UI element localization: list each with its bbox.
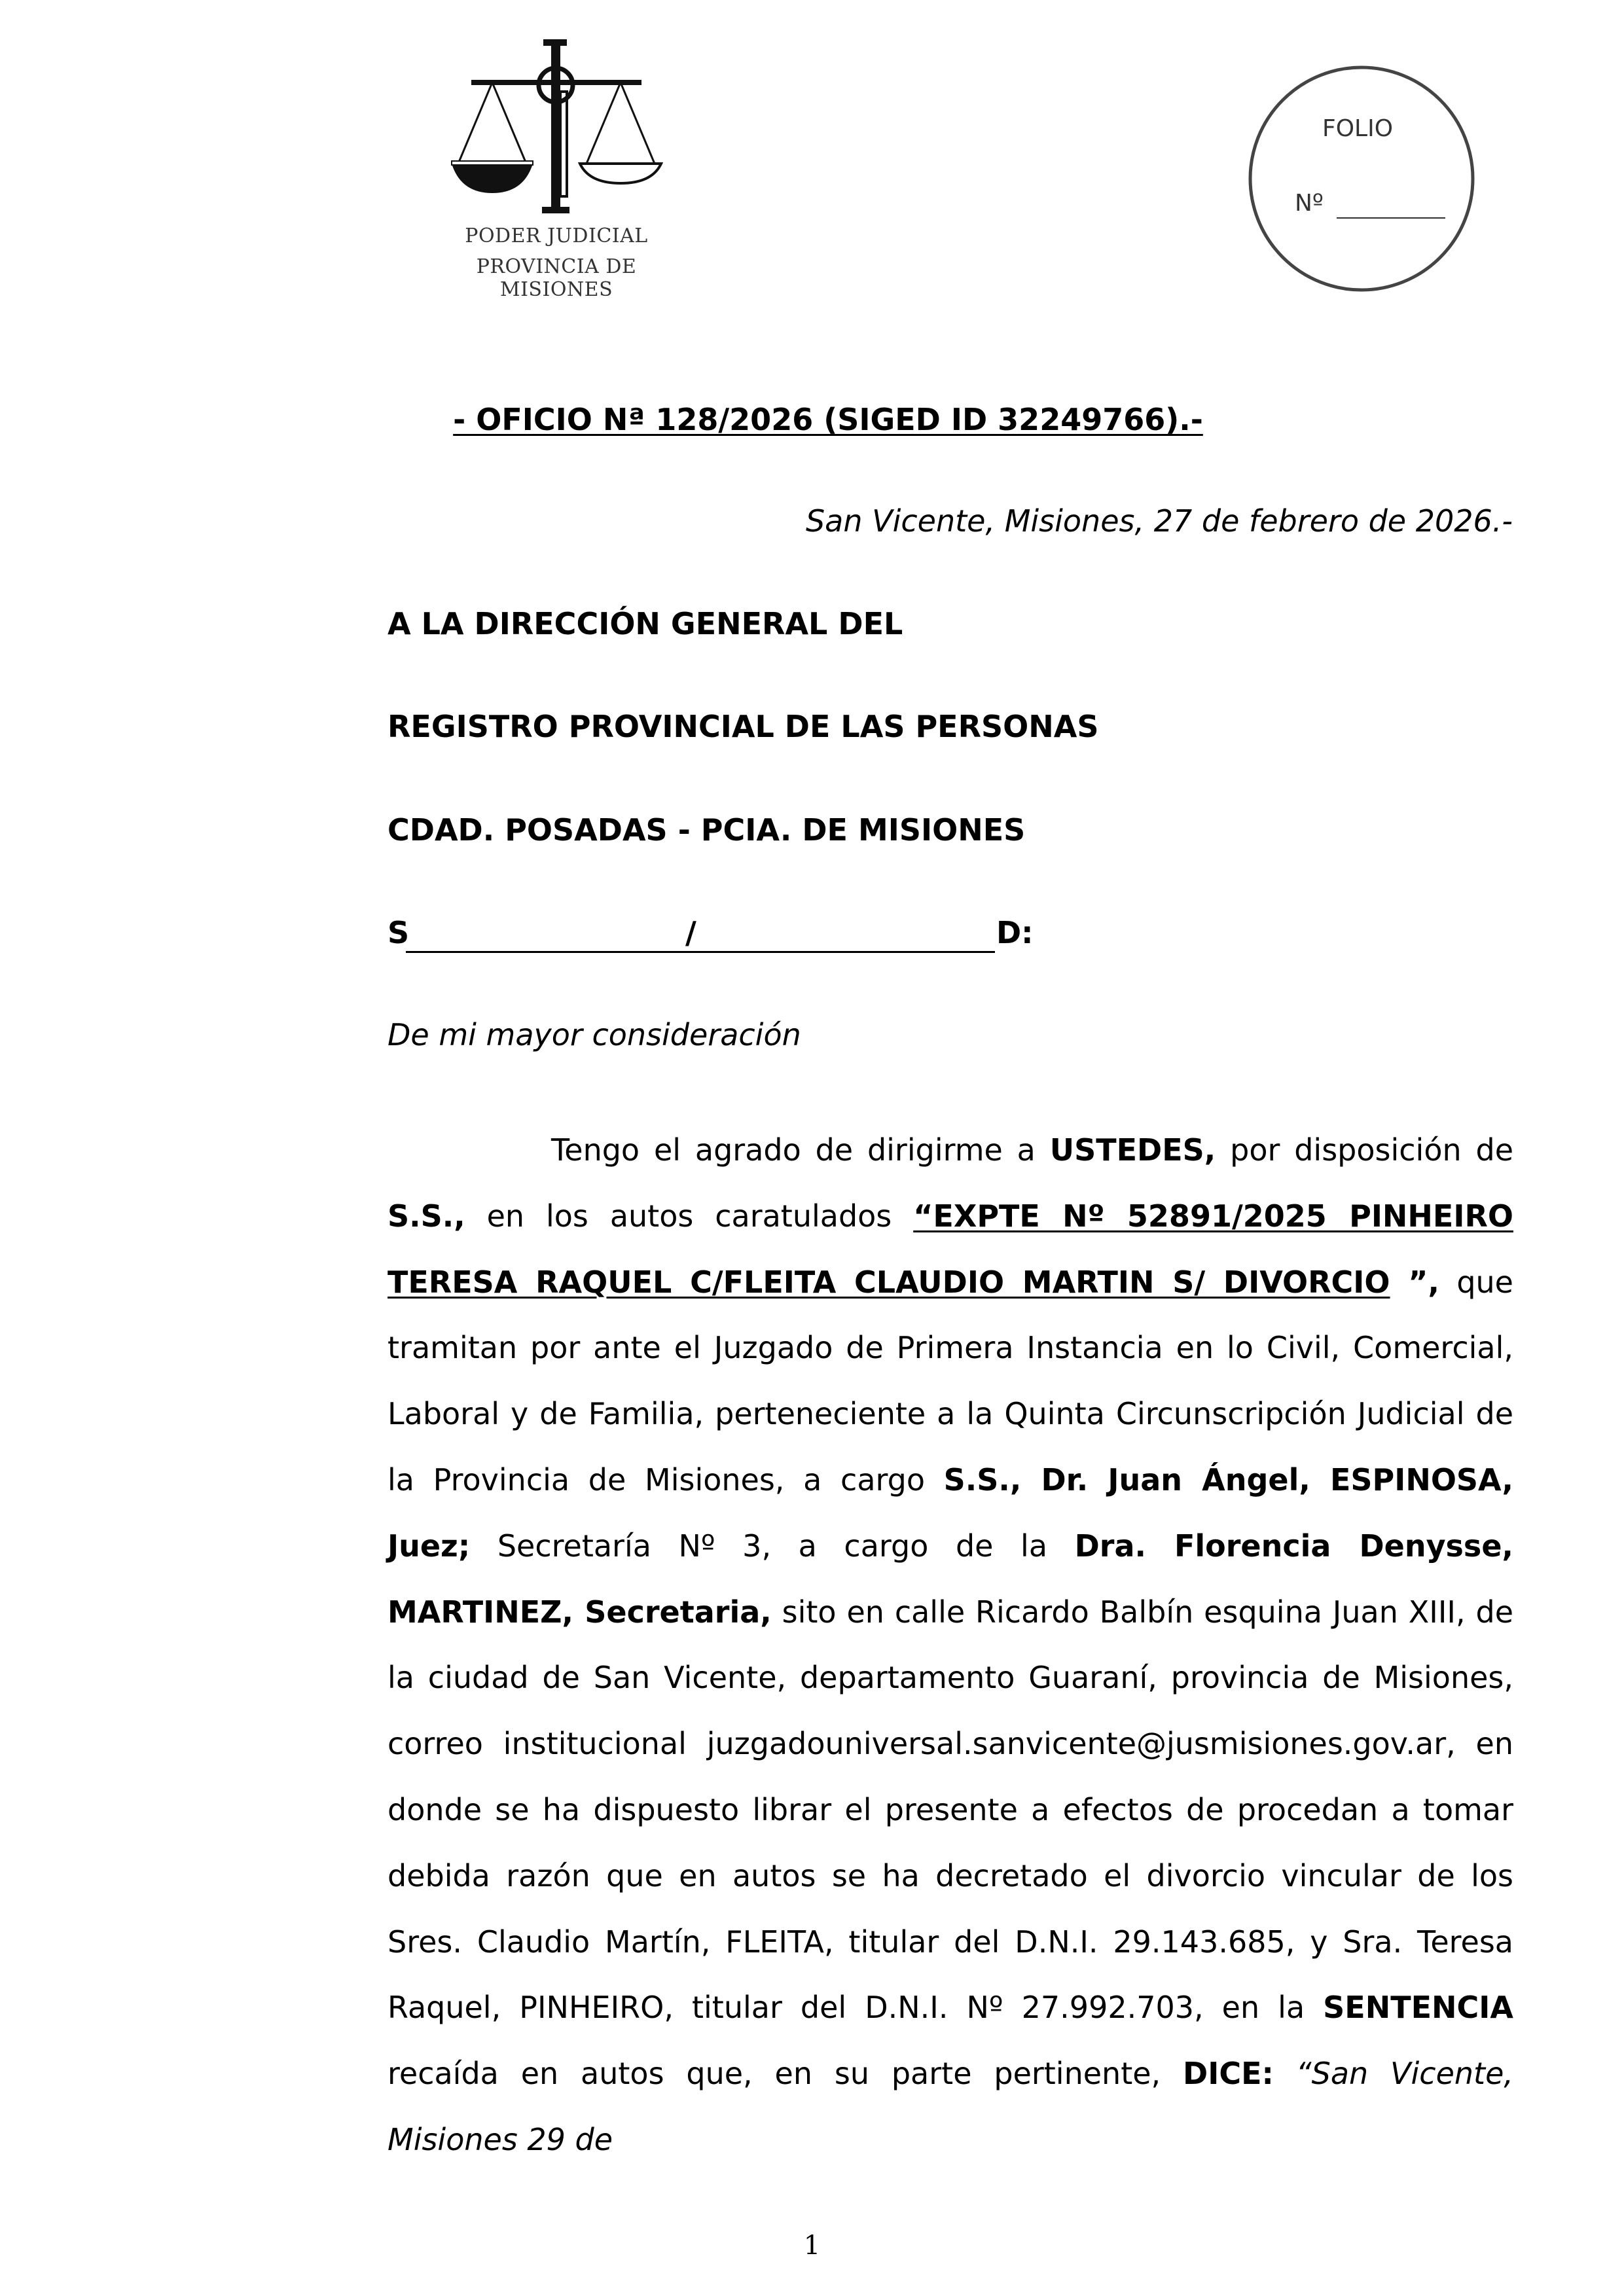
greeting: De mi mayor consideración: [388, 1017, 801, 1052]
sd-d: D:: [996, 915, 1034, 950]
logo-text-line-1: PODER JUDICIAL: [465, 224, 648, 247]
folio-title: FOLIO: [1322, 115, 1394, 142]
folio-number-label: Nº: [1295, 190, 1324, 217]
body-text: Secretaría Nº 3, a cargo de la: [470, 1528, 1075, 1564]
body-paragraph: [388, 1117, 1513, 2173]
case-title: “EXPTE Nº 52891/2025 PINHEIRO TERESA RAQUEL C/FLEITA CLAUDIO MARTIN S/ DIVORCIO: [388, 1198, 1513, 1300]
folio-number-blank: [1337, 217, 1445, 219]
sd-slash: /: [685, 915, 696, 950]
folio-stamp: [1242, 64, 1481, 293]
body-text: por disposición de: [1216, 1132, 1514, 1168]
court-logo: [419, 39, 694, 301]
sd-s: S: [388, 915, 410, 950]
addressee-line-2: REGISTRO PROVINCIAL DE LAS PERSONAS: [388, 709, 1099, 744]
sd-underline: [406, 951, 995, 953]
body-bold: ”,: [1390, 1264, 1439, 1300]
body-text: recaída en autos que, en su parte pertinente,: [388, 2056, 1183, 2092]
sentence-quote: “San Vicente, Misiones 29 de: [388, 2056, 1513, 2157]
logo-text-line-2: PROVINCIA DE MISIONES: [476, 255, 637, 301]
body-text: [1274, 2056, 1296, 2091]
body-bold: S.S.,: [388, 1198, 465, 1234]
document-title: - OFICIO Nª 128/2026 (SIGED ID 32249766).-: [453, 402, 1203, 437]
place-date: San Vicente, Misiones, 27 de febrero de 2026.-: [805, 503, 1513, 539]
body-text: en los autos caratulados: [465, 1198, 914, 1234]
page-number: 1: [803, 2231, 821, 2261]
secretary-name: Dra. Florencia Denysse, MARTINEZ, Secretaria,: [388, 1528, 1513, 1630]
body-bold: DICE:: [1183, 2056, 1274, 2092]
body-bold: SENTENCIA: [1323, 1990, 1513, 2026]
scales-of-justice-icon: [445, 39, 668, 223]
body-bold: USTEDES,: [1049, 1132, 1216, 1168]
addressee-line-3: CDAD. POSADAS - PCIA. DE MISIONES: [388, 812, 1026, 848]
folio-circle-icon: [1242, 64, 1481, 293]
body-text: que tramitan por ante el Juzgado de Primera Instancia en lo Civil, Comercial, Laboral y de Familia, perteneciente a la Quinta Circunscripción Judicial de la Provincia de Misiones, a cargo: [388, 1264, 1513, 1498]
addressee-line-1: A LA DIRECCIÓN GENERAL DEL: [388, 606, 903, 641]
body-text: Tengo el agrado de dirigirme a: [551, 1132, 1050, 1168]
sd-line: [388, 914, 1042, 956]
judge-name: S.S., Dr. Juan Ángel, ESPINOSA, Juez;: [388, 1462, 1513, 1564]
body-text: sito en calle Ricardo Balbín esquina Juan XIII, de la ciudad de San Vicente, departamento Guaraní, provincia de Misiones, correo institucional juzgadouniversal.sanvicente@jusmisiones.gov.ar, en donde se ha dispuesto librar el presente a efectos de procedan a tomar debida razón que en autos se ha decretado el divorcio vincular de los Sres. Claudio Martín, FLEITA, titular del D.N.I. 29.143.685, y Sra. Teresa Raquel, PINHEIRO, titular del D.N.I. Nº 27.992.703, en la: [388, 1594, 1513, 2026]
